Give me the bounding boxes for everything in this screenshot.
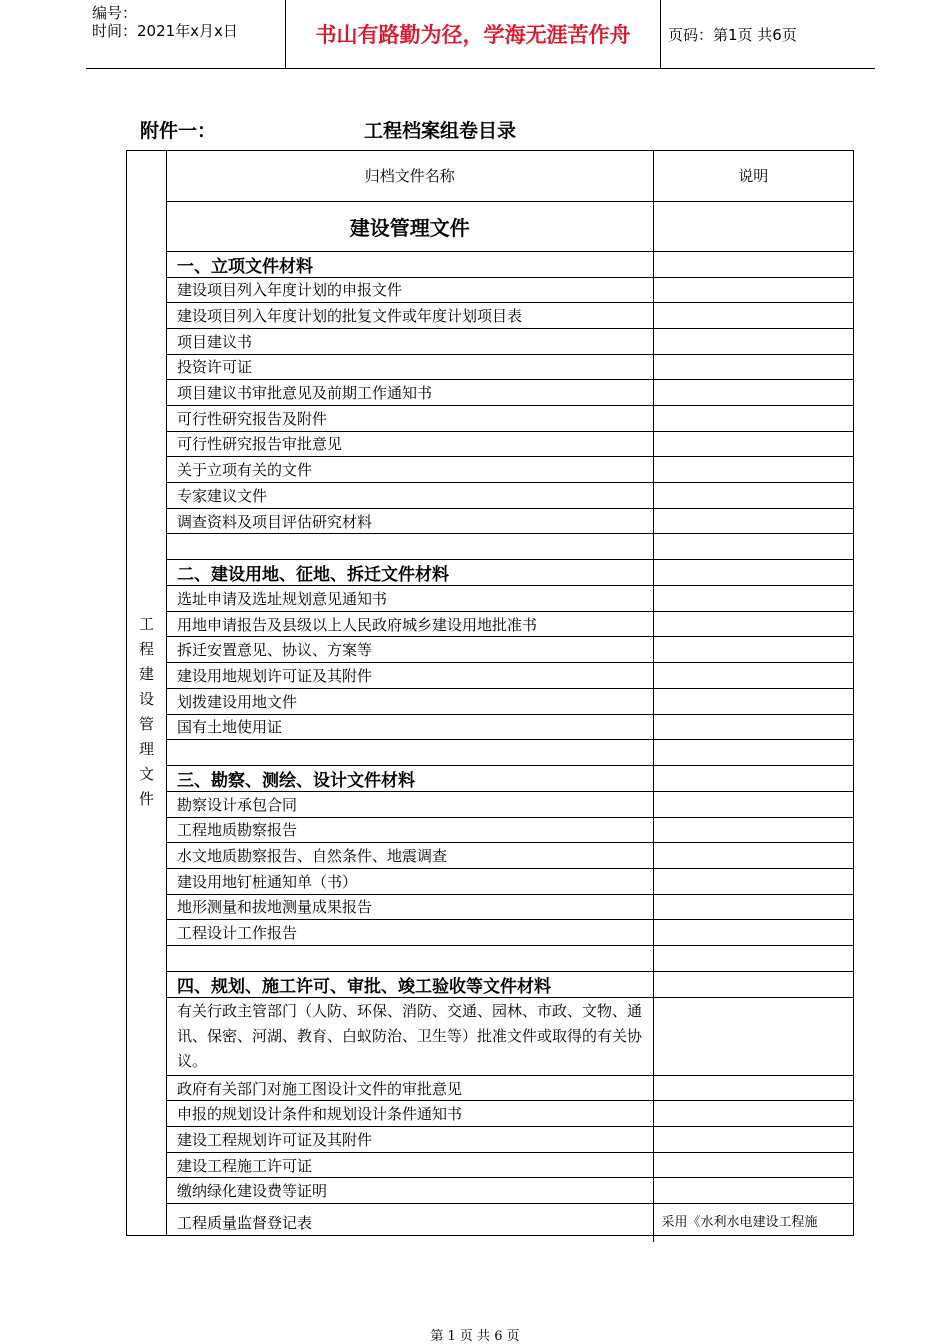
table-row (167, 997, 853, 1075)
document-note (653, 328, 853, 354)
side-label-char: 建 (138, 665, 154, 683)
column-header-name: 归档文件名称 (167, 151, 653, 201)
document-name: 可行性研究报告及附件 (167, 405, 653, 431)
document-name: 建设用地钉桩通知单（书） (167, 868, 653, 894)
document-note (653, 534, 853, 560)
document-name (167, 740, 653, 766)
header-meta (86, 0, 285, 68)
document-name: 工程设计工作报告 (167, 920, 653, 946)
document-name: 选址申请及选址规划意见通知书 (167, 586, 653, 612)
document-note (653, 457, 853, 483)
table-row (167, 303, 853, 329)
document-note: 采用《水利水电建设工程施 (653, 1204, 853, 1242)
table-row (167, 843, 853, 869)
document-name: 政府有关部门对施工图设计文件的审批意见 (167, 1075, 653, 1101)
table-row (167, 1204, 853, 1242)
document-note (653, 303, 853, 329)
side-label-char: 理 (138, 740, 154, 758)
document-name: 项目建议书审批意见及前期工作通知书 (167, 380, 653, 406)
document-note (653, 1075, 853, 1101)
document-name: 划拨建设用地文件 (167, 688, 653, 714)
document-name: 水文地质勘察报告、自然条件、地震调查 (167, 843, 653, 869)
table-row (167, 817, 853, 843)
table-row (167, 688, 853, 714)
header-motto: 书山有路勤为径，学海无涯苦作舟 (285, 0, 661, 68)
document-note (653, 611, 853, 637)
side-label-char: 工 (138, 615, 154, 633)
section-title: 二、建设用地、征地、拆迁文件材料 (167, 560, 653, 586)
table-row (167, 380, 853, 406)
page-header (86, 0, 875, 69)
group-title-note (653, 201, 853, 251)
document-name: 工程质量监督登记表 (177, 1214, 313, 1233)
document-note (653, 971, 853, 997)
page-title: 工程档案组卷目录 (364, 120, 517, 142)
document-note (653, 483, 853, 509)
side-label-char: 程 (138, 640, 154, 658)
document-note (653, 946, 853, 972)
page-footer: 第 1 页 共 6 页 (430, 1329, 520, 1344)
table-row (167, 1075, 853, 1101)
document-note (653, 791, 853, 817)
document-name: 地形测量和拔地测量成果报告 (167, 894, 653, 920)
table-row (167, 431, 853, 457)
document-note (653, 765, 853, 791)
table-row (167, 277, 853, 303)
document-note (653, 1178, 853, 1204)
document-note (653, 431, 853, 457)
table-row (167, 1127, 853, 1153)
document-note (653, 1152, 853, 1178)
document-name: 可行性研究报告审批意见 (167, 431, 653, 457)
side-label-char: 设 (138, 690, 154, 708)
document-note (653, 586, 853, 612)
document-note (653, 894, 853, 920)
document-name: 建设工程规划许可证及其附件 (167, 1127, 653, 1153)
table-row (167, 1178, 853, 1204)
document-name: 项目建议书 (167, 328, 653, 354)
catalog-table (126, 150, 854, 1236)
document-name: 专家建议文件 (167, 483, 653, 509)
document-note (653, 560, 853, 586)
section-row (167, 560, 853, 586)
document-note (653, 740, 853, 766)
group-title: 建设管理文件 (167, 201, 653, 251)
table-row (167, 534, 853, 560)
document-note (653, 380, 853, 406)
document-note (653, 997, 853, 1075)
table-row (167, 508, 853, 534)
side-label-char: 管 (138, 715, 154, 733)
table-row (167, 946, 853, 972)
document-name: 关于立项有关的文件 (167, 457, 653, 483)
document-date: 时间：2021年x月x日 (92, 22, 238, 40)
section-row (167, 765, 853, 791)
group-title-row (167, 201, 853, 251)
document-name (167, 534, 653, 560)
section-row (167, 971, 853, 997)
header-page-info: 页码：第1页 共6页 (668, 25, 797, 44)
table-row (167, 354, 853, 380)
catalog-grid (167, 151, 853, 1242)
side-label-char: 件 (138, 790, 154, 808)
table-row (167, 868, 853, 894)
document-note (653, 251, 853, 277)
document-name: 拆迁安置意见、协议、方案等 (167, 637, 653, 663)
document-note (653, 1127, 853, 1153)
document-name: 调查资料及项目评估研究材料 (167, 508, 653, 534)
document-name: 国有土地使用证 (167, 714, 653, 740)
section-row (167, 251, 853, 277)
document-name: 建设工程施工许可证 (167, 1152, 653, 1178)
category-side-column (127, 151, 167, 1235)
document-name: 建设项目列入年度计划的申报文件 (167, 277, 653, 303)
table-header-row (167, 151, 853, 201)
table-row (167, 586, 853, 612)
document-name: 勘察设计承包合同 (167, 791, 653, 817)
table-row (167, 663, 853, 689)
table-row (167, 611, 853, 637)
table-row (167, 920, 853, 946)
table-row (167, 1152, 853, 1178)
table-row (167, 1101, 853, 1127)
document-note (653, 817, 853, 843)
document-name: 缴纳绿化建设费等证明 (167, 1178, 653, 1204)
table-row (167, 637, 853, 663)
document-note (653, 508, 853, 534)
table-row (167, 740, 853, 766)
document-name: 有关行政主管部门（人防、环保、消防、交通、园林、市政、文物、通讯、保密、河湖、教育、白蚁防治、卫生等）批准文件或取得的有关协议。 (167, 997, 653, 1075)
document-note (653, 277, 853, 303)
document-name: 申报的规划设计条件和规划设计条件通知书 (167, 1101, 653, 1127)
document-note (653, 1101, 853, 1127)
category-side-label (127, 612, 166, 812)
document-name (167, 946, 653, 972)
document-name: 建设项目列入年度计划的批复文件或年度计划项目表 (167, 303, 653, 329)
table-row (167, 457, 853, 483)
document-name: 建设用地规划许可证及其附件 (167, 663, 653, 689)
table-row (167, 405, 853, 431)
attachment-label: 附件一： (140, 120, 217, 142)
table-row (167, 791, 853, 817)
document-note (653, 843, 853, 869)
table-row (167, 483, 853, 509)
document-note (653, 688, 853, 714)
document-name: 工程地质勘察报告 (167, 817, 653, 843)
section-title: 一、立项文件材料 (167, 251, 653, 277)
section-title: 三、勘察、测绘、设计文件材料 (167, 765, 653, 791)
section-title: 四、规划、施工许可、审批、竣工验收等文件材料 (167, 971, 653, 997)
document-note (653, 354, 853, 380)
column-header-note: 说明 (653, 151, 853, 201)
document-name: 用地申请报告及县级以上人民政府城乡建设用地批准书 (167, 611, 653, 637)
side-label-char: 文 (138, 765, 154, 783)
document-note (653, 663, 853, 689)
document-note (653, 405, 853, 431)
table-row (167, 894, 853, 920)
table-row (167, 714, 853, 740)
table-row (167, 328, 853, 354)
document-note (653, 920, 853, 946)
document-number-label: 编号： (92, 4, 138, 22)
document-note (653, 714, 853, 740)
document-note (653, 868, 853, 894)
document-name: 投资许可证 (167, 354, 653, 380)
document-note (653, 637, 853, 663)
